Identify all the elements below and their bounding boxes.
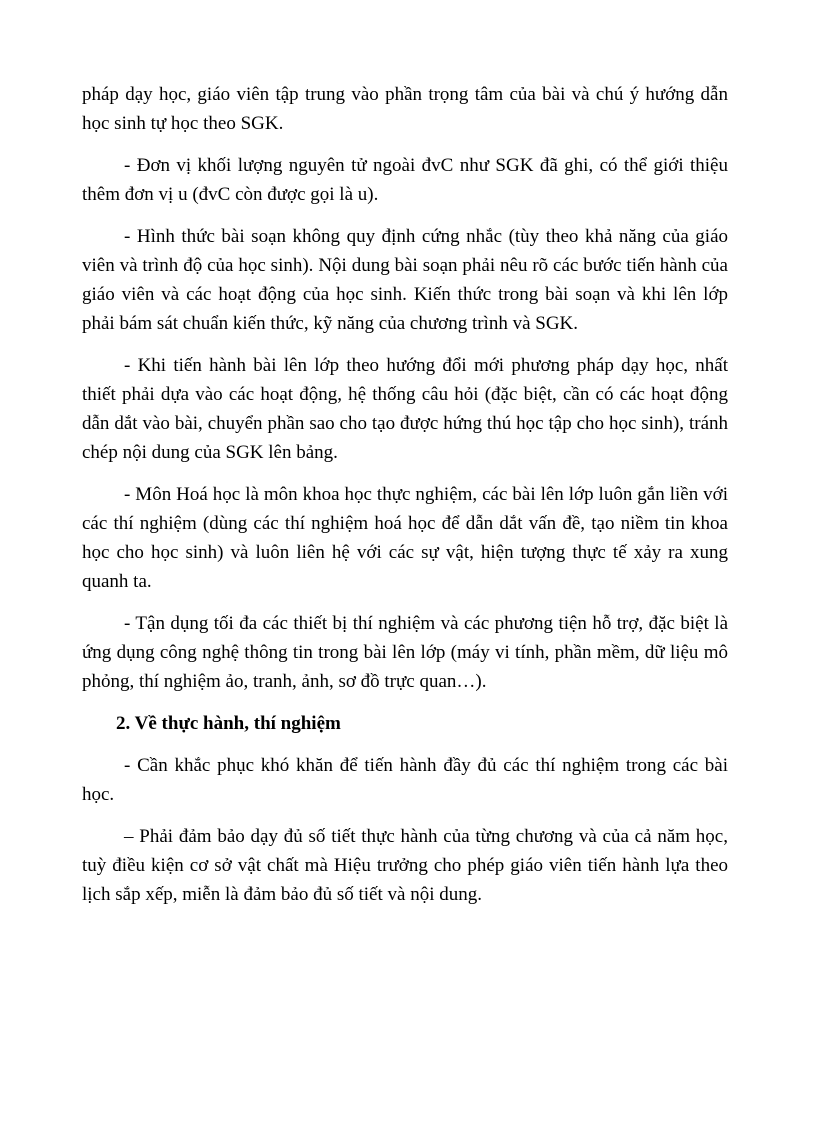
- paragraph-lesson-plan-format: - Hình thức bài soạn không quy định cứng nhắc (tùy theo khả năng của giáo viên và trình độ của học sinh). Nội dung bài soạn phải nêu rõ các bước tiến hành của giáo viên và các hoạt động của học sinh. Kiến thức trong bài soạn và khi lên lớp phải bám sát chuẩn kiến thức, kỹ năng của chương trình và SGK.: [82, 226, 728, 334]
- paragraph-atomic-mass-unit: - Đơn vị khối lượng nguyên tử ngoài đvC như SGK đã ghi, có thể giới thiệu thêm đơn vị u (đvC còn được gọi là u).: [82, 155, 728, 205]
- paragraph-equipment-usage: - Tận dụng tối đa các thiết bị thí nghiệm và các phương tiện hỗ trợ, đặc biệt là ứng dụng công nghệ thông tin trong bài lên lớp (máy vi tính, phần mềm, dữ liệu mô phỏng, thí nghiệm ảo, tranh, ảnh, sơ đồ trực quan…).: [82, 613, 728, 692]
- paragraph-practice-lessons: – Phải đảm bảo dạy đủ số tiết thực hành của từng chương và của cả năm học, tuỳ điều kiện cơ sở vật chất mà Hiệu trưởng cho phép giáo viên tiến hành lựa theo lịch sắp xếp, miễn là đảm bảo đủ số tiết và nội dung.: [82, 826, 728, 905]
- section-heading-practice: 2. Về thực hành, thí nghiệm: [116, 713, 341, 734]
- paragraph-experimental-science: - Môn Hoá học là môn khoa học thực nghiệm, các bài lên lớp luôn gắn liền với các thí nghiệm (dùng các thí nghiệm hoá học để dẫn dắt vấn đề, tạo niềm tin khoa học cho học sinh) và luôn liên hệ với các sự vật, hiện tượng thực tế xảy ra xung quanh ta.: [82, 484, 728, 592]
- paragraph-teaching-method: - Khi tiến hành bài lên lớp theo hướng đổi mới phương pháp dạy học, nhất thiết phải dựa vào các hoạt động, hệ thống câu hỏi (đặc biệt, cần có các hoạt động dẫn dắt vào bài, chuyển phần sao cho tạo được hứng thú học tập cho học sinh), tránh chép nội dung của SGK lên bảng.: [82, 355, 728, 463]
- paragraph-overcome-difficulties: - Cần khắc phục khó khăn để tiến hành đầy đủ các thí nghiệm trong các bài học.: [82, 755, 728, 805]
- paragraph-continuation: pháp dạy học, giáo viên tập trung vào phần trọng tâm của bài và chú ý hướng dẫn học sinh tự học theo SGK.: [82, 84, 728, 134]
- document-page: [82, 80, 728, 922]
